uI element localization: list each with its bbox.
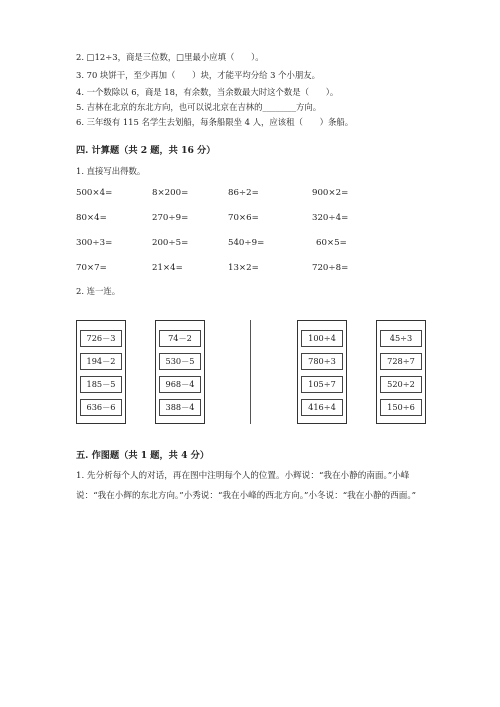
section-4-q1: 1. 直接写出得数。 bbox=[76, 166, 146, 176]
question-5: 5. 吉林在北京的东北方向，也可以说北京在吉林的________方向。 bbox=[76, 102, 322, 112]
connect-box[interactable]: 74－2 bbox=[159, 330, 201, 347]
calc-item: 8×200= bbox=[152, 188, 189, 198]
connect-box[interactable]: 100÷4 bbox=[301, 330, 343, 347]
question-4: 4. 一个数除以 6，商是 18，有余数，当余数最大时这个数是（ ）。 bbox=[76, 87, 339, 97]
connect-box[interactable]: 388－4 bbox=[159, 399, 201, 416]
connect-box[interactable]: 185－5 bbox=[80, 376, 122, 393]
connect-box[interactable]: 416÷4 bbox=[301, 399, 343, 416]
question-3: 3. 70 块饼干，至少再加（ ）块，才能平均分给 3 个小朋友。 bbox=[76, 70, 320, 80]
section-5-question: 1. 先分析每个人的对话，再在图中注明每个人的位置。小辉说：“我在小静的南面。”小峰说：“我在小辉的东北方向。”小秀说：“我在小峰的西北方向。”小冬说：“我在小静的西面。” bbox=[76, 471, 417, 501]
connect-box[interactable]: 45÷3 bbox=[380, 330, 422, 347]
calc-item: 60×5= bbox=[316, 238, 347, 248]
calc-item: 21×4= bbox=[152, 263, 183, 273]
connect-box[interactable]: 968－4 bbox=[159, 376, 201, 393]
calc-item: 720÷8= bbox=[312, 263, 349, 273]
connect-box[interactable]: 780÷3 bbox=[301, 353, 343, 370]
calc-item: 540÷9= bbox=[228, 238, 265, 248]
connect-box[interactable]: 636－6 bbox=[80, 399, 122, 416]
calc-item: 13×2= bbox=[228, 263, 259, 273]
calc-item: 86÷2= bbox=[228, 188, 259, 198]
connect-box[interactable]: 530－5 bbox=[159, 353, 201, 370]
connect-box[interactable]: 194－2 bbox=[80, 353, 122, 370]
section-4-title: 四. 计算题（共 2 题，共 16 分） bbox=[76, 145, 216, 156]
question-2: 2. □12÷3，商是三位数，□里最小应填（ ）。 bbox=[76, 52, 264, 62]
question-6: 6. 三年级有 115 名学生去划船，每条船限坐 4 人，应该租（ ）条船。 bbox=[76, 117, 354, 127]
calc-item: 200÷5= bbox=[152, 238, 189, 248]
connect-box[interactable]: 105÷7 bbox=[301, 376, 343, 393]
calc-item: 300÷3= bbox=[76, 238, 113, 248]
calc-item: 500×4= bbox=[76, 188, 113, 198]
section-5-title: 五. 作图题（共 1 题，共 4 分） bbox=[76, 450, 210, 461]
calc-item: 900×2= bbox=[312, 188, 349, 198]
calc-item: 70×7= bbox=[76, 263, 107, 273]
connect-box[interactable]: 520÷2 bbox=[380, 376, 422, 393]
connect-box[interactable]: 150÷6 bbox=[380, 399, 422, 416]
vertical-divider bbox=[250, 320, 251, 424]
calc-item: 320÷4= bbox=[312, 213, 349, 223]
connect-box[interactable]: 726－3 bbox=[80, 330, 122, 347]
calc-item: 270÷9= bbox=[152, 213, 189, 223]
calc-item: 70×6= bbox=[228, 213, 259, 223]
calc-item: 80×4= bbox=[76, 213, 107, 223]
section-4-q2: 2. 连一连。 bbox=[76, 286, 121, 296]
connect-box[interactable]: 728÷7 bbox=[380, 353, 422, 370]
